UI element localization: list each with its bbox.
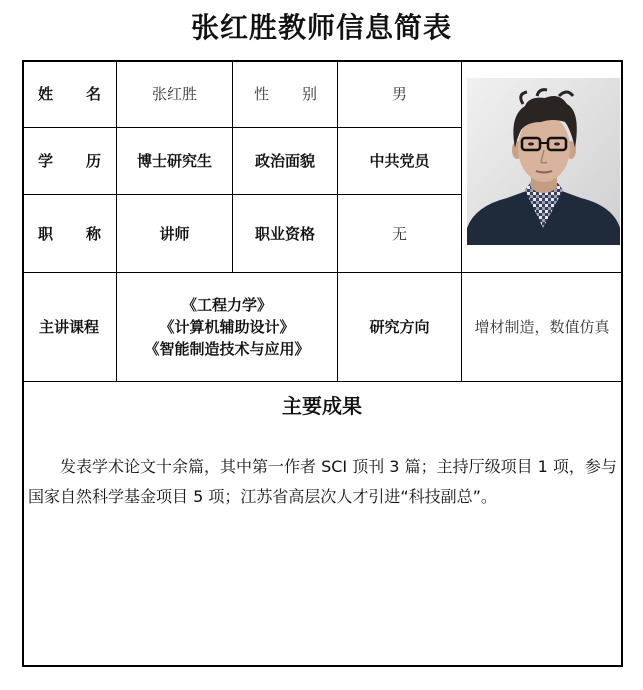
teacher-photo bbox=[467, 78, 620, 245]
title-label-cell bbox=[22, 195, 117, 273]
qualification-label: 职业资格 bbox=[233, 195, 338, 273]
research-label: 研究方向 bbox=[338, 273, 462, 382]
courses-label: 主讲课程 bbox=[22, 273, 117, 382]
name-label: 姓 名 bbox=[38, 84, 101, 103]
political-value: 中共党员 bbox=[338, 128, 462, 195]
course-item: 《计算机辅助设计》 bbox=[159, 318, 295, 336]
title-label: 职 称 bbox=[38, 224, 101, 243]
courses-list bbox=[117, 273, 338, 382]
name-label-cell bbox=[22, 60, 117, 128]
gender-label-cell bbox=[233, 60, 338, 128]
title-value: 讲师 bbox=[117, 195, 233, 273]
political-label: 政治面貌 bbox=[233, 128, 338, 195]
achievements-heading: 主要成果 bbox=[282, 394, 362, 418]
achievements-text: 发表学术论文十余篇，其中第一作者 SCI 顶刊 3 篇；主持厅级项目 1 项，参与国家自然科学基金项目 5 项；江苏省高层次人才引进“科技副总”。 bbox=[28, 457, 617, 506]
education-value: 博士研究生 bbox=[117, 128, 233, 195]
course-item: 《智能制造技术与应用》 bbox=[144, 340, 310, 358]
qualification-value: 无 bbox=[338, 195, 462, 273]
course-item: 《工程力学》 bbox=[181, 296, 272, 314]
education-label: 学 历 bbox=[38, 152, 101, 170]
achievements-section bbox=[22, 382, 623, 667]
photo-cell bbox=[462, 60, 623, 273]
gender-label: 性 别 bbox=[254, 84, 317, 103]
page-title: 张红胜教师信息简表 bbox=[190, 11, 452, 44]
research-value: 增材制造，数值仿真 bbox=[462, 273, 623, 382]
gender-value: 男 bbox=[338, 60, 462, 128]
education-label-cell bbox=[22, 128, 117, 195]
name-value: 张红胜 bbox=[117, 60, 233, 128]
